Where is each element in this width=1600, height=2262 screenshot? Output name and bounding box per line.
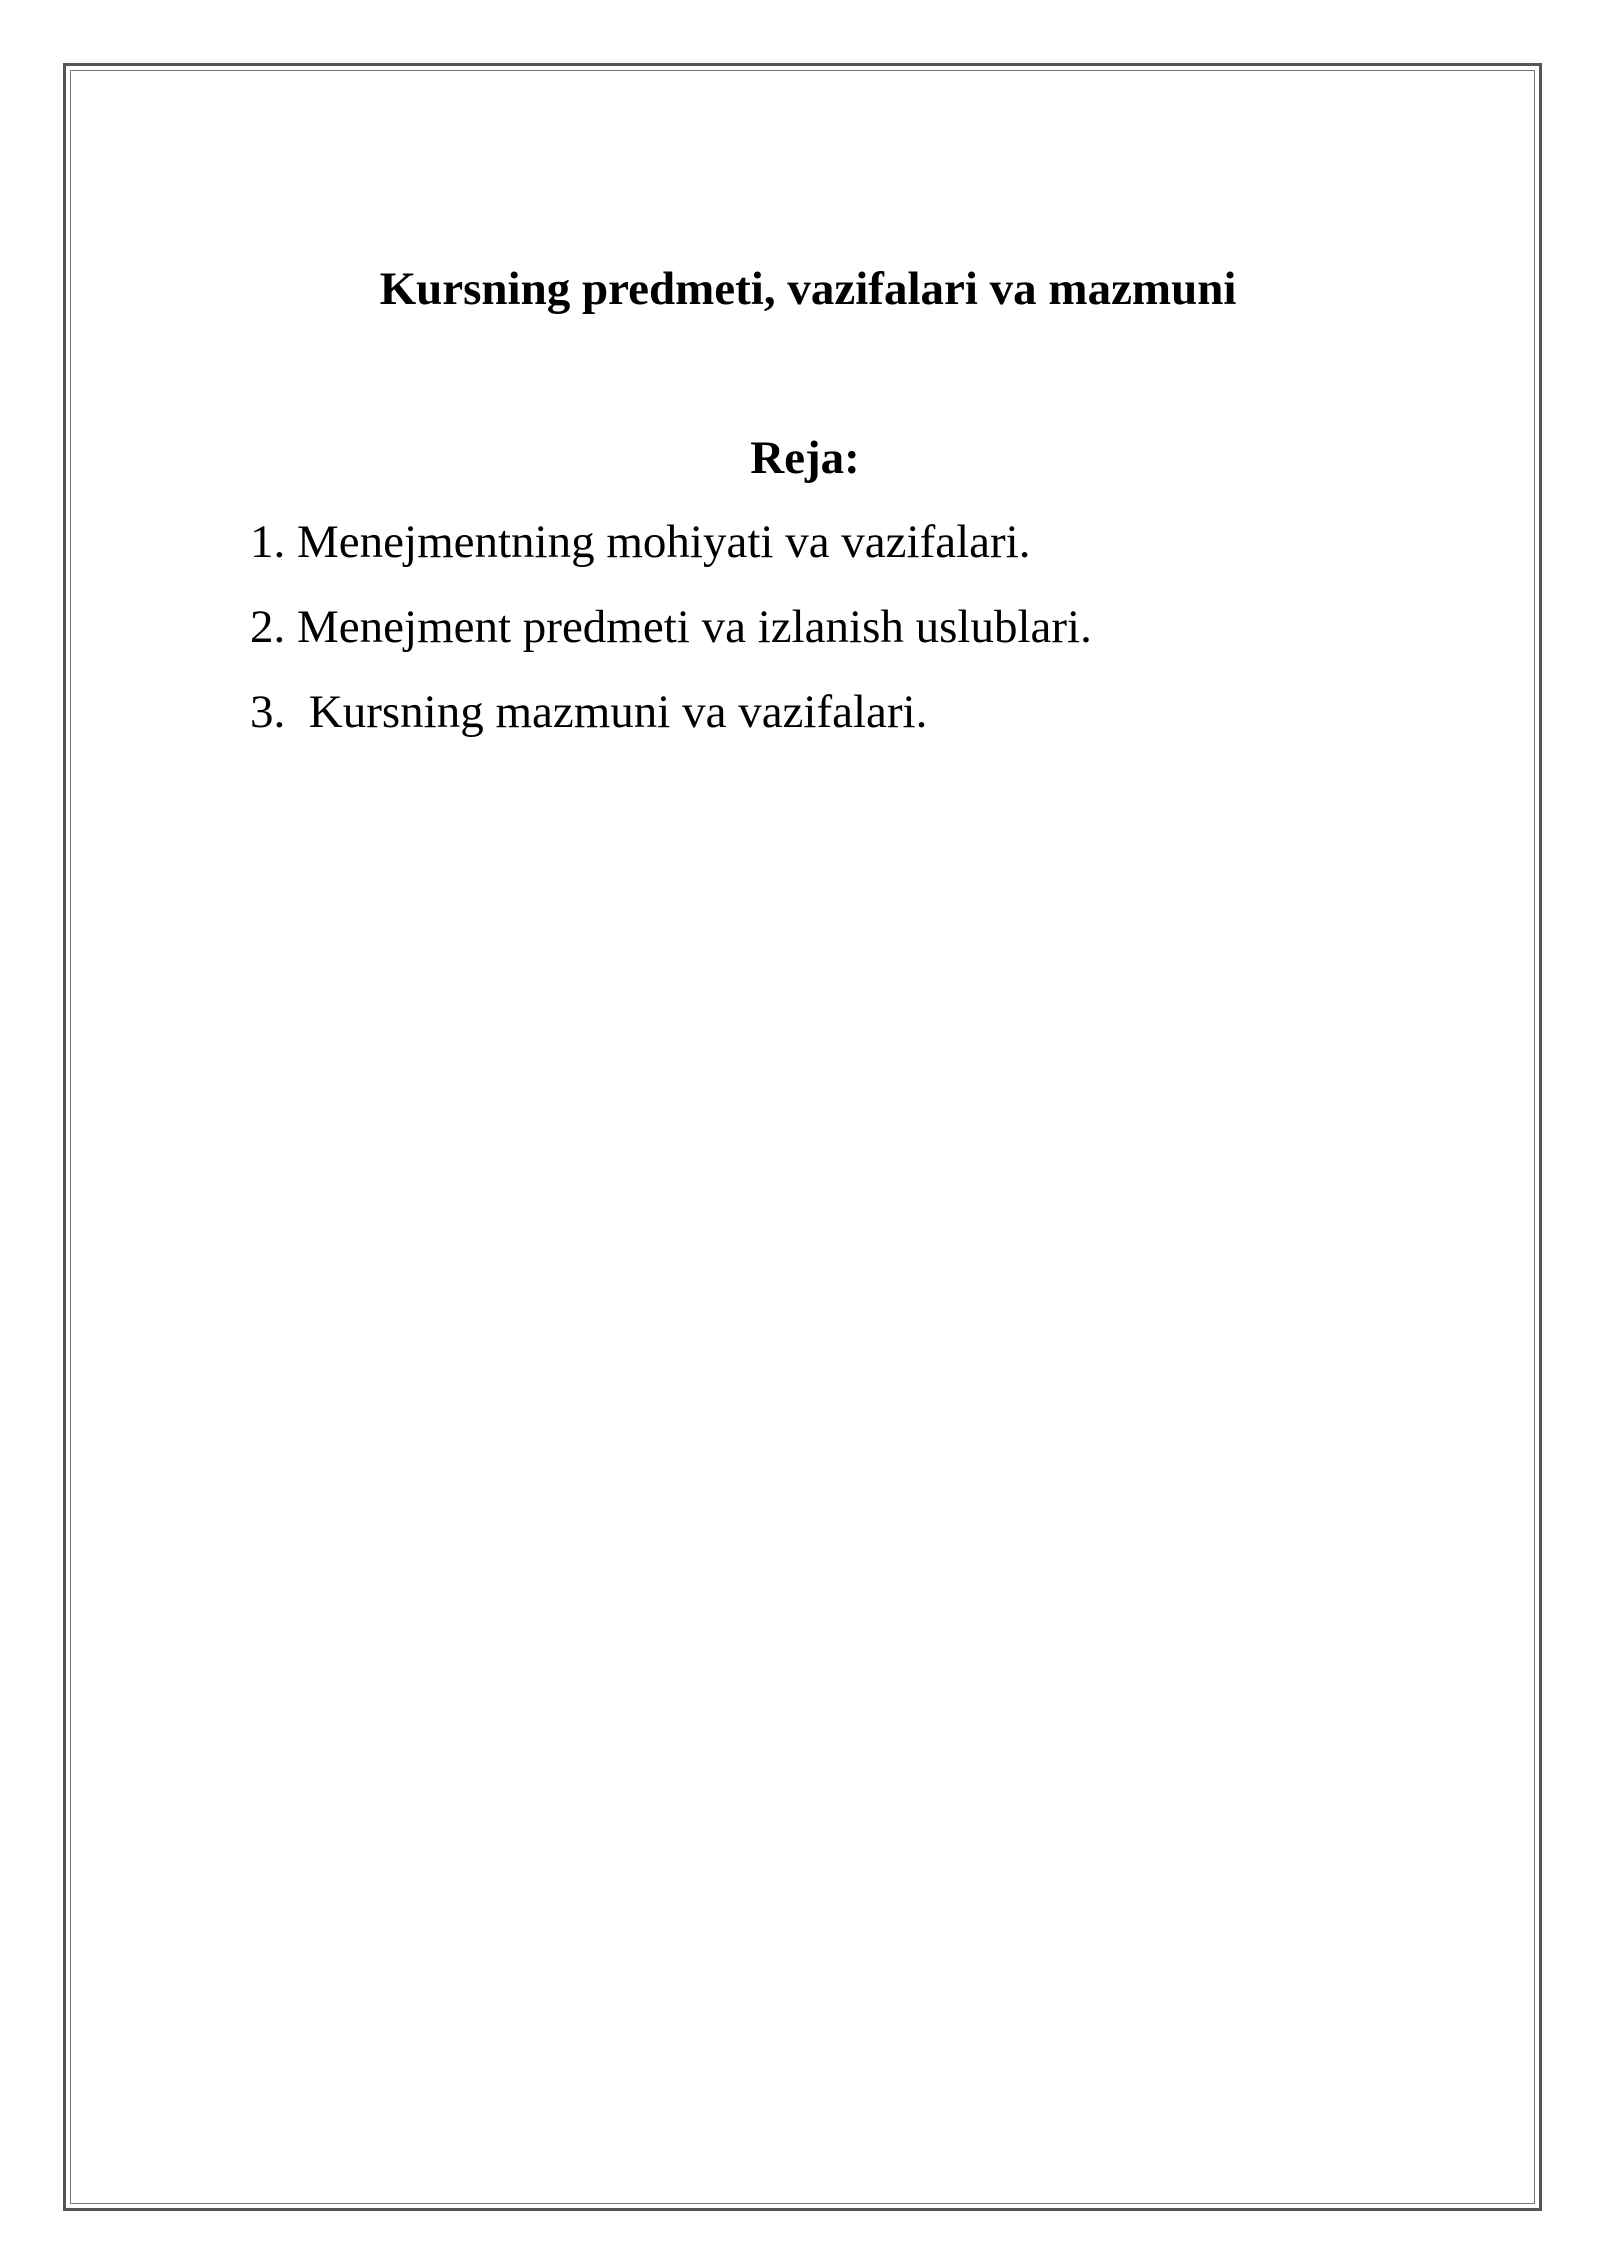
document-title (0, 257, 1600, 321)
plan-item: 1. Menejmentning mohiyati va vazifalari. (250, 516, 1031, 568)
plan-item: 2. Menejment predmeti va izlanish uslublari. (250, 601, 1092, 653)
plan-list (250, 510, 1092, 765)
page-border (63, 63, 1542, 2211)
plan-heading-text: Reja: (750, 432, 860, 484)
plan-item: 3. Kursning mazmuni va vazifalari. (250, 686, 928, 738)
page-border-inner (70, 70, 1535, 2204)
document-title-text: Kursning predmeti, vazifalari va mazmuni (379, 263, 1237, 315)
plan-heading (0, 426, 1600, 490)
